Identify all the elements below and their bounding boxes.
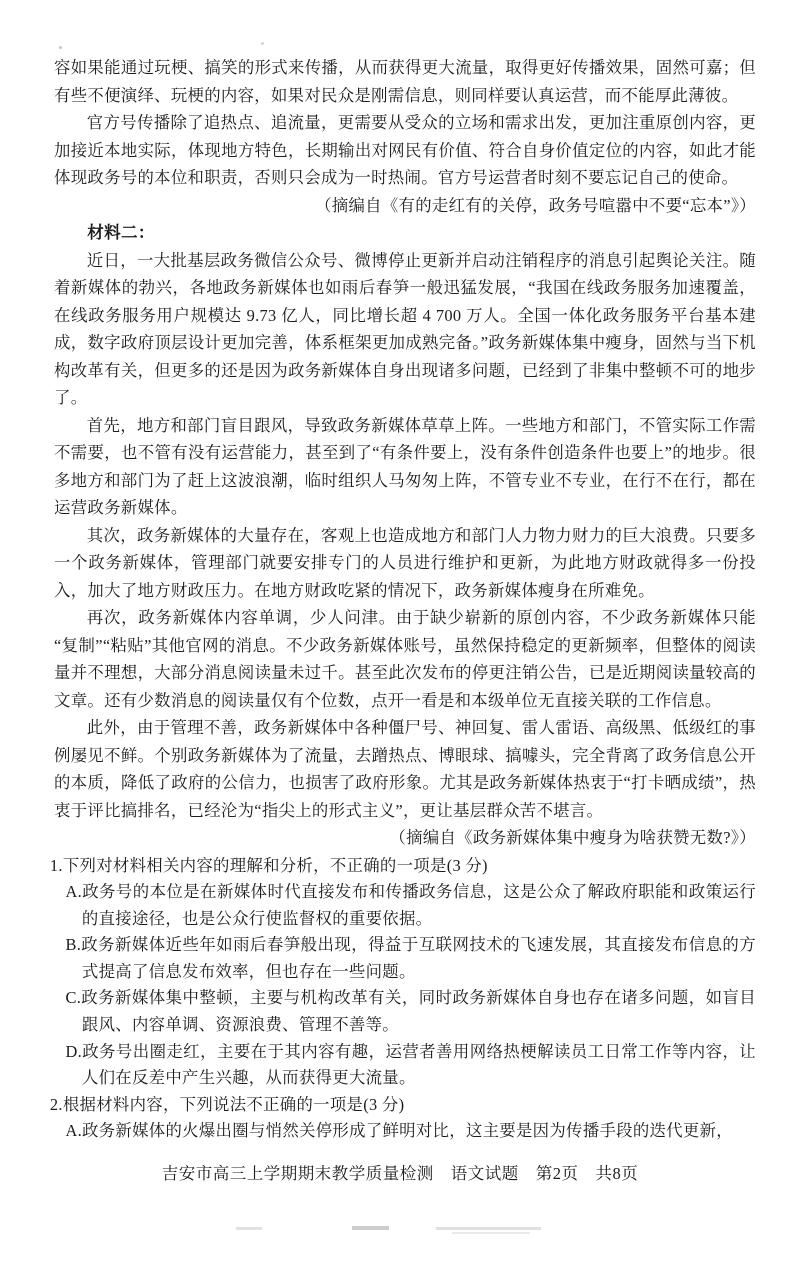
option-label: C. — [65, 988, 82, 1008]
option-label: A. — [65, 882, 83, 902]
scan-speck-artifact — [59, 46, 62, 49]
question-1-option-b — [54, 932, 756, 985]
question-2-option-a — [54, 1118, 756, 1145]
page-content — [49, 54, 756, 1145]
scan-smudge-artifact — [436, 1227, 541, 1230]
scan-smudge-artifact — [452, 1232, 530, 1234]
option-label: A. — [65, 1121, 83, 1141]
material-2-paragraph: 再次，政务新媒体内容单调，少人问津。由于缺少崭新的原创内容，不少政务新媒体只能“复制”“粘贴”其他官网的消息。不少政务新媒体账号，虽然保持稳定的更新频率，但整体的阅读量并不理想，大部分消息阅读量未过千。甚至此次发布的停更注销公告，已是近期阅读量较高的文章。还有少数消息的阅读量仅有个位数，点开一看是和本级单位无直接关联的工作信息。 — [54, 608, 756, 710]
material-2-paragraph: 首先，地方和部门盲目跟风，导致政务新媒体草草上阵。一些地方和部门，不管实际工作需不需要，也不管有没有运营能力，甚至到了“有条件要上，没有条件创造条件也要上”的地步。很多地方和部门为了赶上这波浪潮，临时组织人马匆匆上阵，不管专业不专业，在行不在行，都在运营政务新媒体。 — [54, 415, 756, 517]
question-1-option-c — [54, 985, 756, 1038]
scan-speck-artifact — [261, 42, 264, 45]
scan-smudge-artifact — [236, 1227, 262, 1230]
body-paragraph-official-account: 官方号传播除了追热点、追流量，更需要从受众的立场和需求出发，更加注重原创内容，更加接近本地实际，体现地方特色，长期输出对网民有价值、符合自身价值定位的内容，如此才能体现政务号的本位和职责，否则只会成为一时热闹。官方号运营者时刻不要忘记自己的使命。 — [54, 113, 756, 187]
page-footer: 吉安市高三上学期期末教学质量检测 语文试题 第2页 共8页 — [161, 1164, 639, 1183]
question-2-stem — [49, 1092, 756, 1119]
question-1-option-d — [54, 1039, 756, 1092]
questions-section — [49, 853, 756, 1146]
option-text: 政务新媒体集中整顿，主要与机构改革有关，同时政务新媒体自身也存在诸多问题，如盲目跟风、内容单调、资源浪费、管理不善等。 — [81, 988, 756, 1035]
question-2-number: 2. — [49, 1094, 63, 1114]
question-1-option-a — [54, 879, 756, 932]
option-label: D. — [65, 1041, 83, 1061]
source-attribution-material-1: （摘编自《有的走红有的关停，政务号喧嚣中不要“忘本”》） — [315, 195, 756, 215]
question-1-stem-text: 下列对材料相关内容的理解和分析，不正确的一项是(3 分) — [62, 855, 488, 875]
question-1-stem — [49, 853, 756, 880]
source-attribution-material-2: （摘编自《政务新媒体集中瘦身为啥获赞无数?》） — [389, 828, 756, 847]
option-text: 政务号的本位是在新媒体时代直接发布和传播政务信息，这是公众了解政府职能和政策运行的直接途径，也是公众行使监督权的重要依据。 — [81, 882, 756, 928]
material-2-paragraph: 其次，政务新媒体的大量存在，客观上也造成地方和部门人力物力财力的巨大浪费。只要多一个政务新媒体，管理部门就要安排专门的人员进行维护和更新，为此地方财政就得多一份投入，加大了地方财政压力。在地方财政吃紧的情况下，政务新媒体瘦身在所难免。 — [54, 525, 756, 600]
option-text: 政务新媒体的火爆出圈与悄然关停形成了鲜明对比，这主要是因为传播手段的迭代更新， — [82, 1121, 733, 1141]
material-2-paragraph: 近日，一大批基层政务微信公众号、微博停止更新并启动注销程序的消息引起舆论关注。随着新媒体的勃兴，各地政务新媒体也如雨后春笋一般迅猛发展，“我国在线政务服务加速覆盖，在线政务服务用户规模达 9.73 亿人，同比增长超 4 700 万人。全国一体化政务服务平台基本建成，数字政府顶层设计更加完善，体系框架更加成熟完备。”政务新媒体集中瘦身，固然与当下机构改革有关，但更多的还是因为政务新媒体自身出现诸多问题，已经到了非集中整顿不可的地步了。 — [54, 250, 756, 407]
option-text: 政务新媒体近些年如雨后春笋般出现，得益于互联网技术的飞速发展，其直接发布信息的方式提高了信息发布效率，但也存在一些问题。 — [81, 935, 756, 981]
question-1-number: 1. — [49, 855, 63, 875]
question-2 — [49, 1092, 756, 1145]
question-1 — [49, 853, 756, 1092]
material-2-heading: 材料二： — [87, 223, 155, 242]
scan-smudge-artifact — [352, 1226, 389, 1230]
option-text: 政务号出圈走红，主要在于其内容有趣，运营者善用网络热梗解读员工日常工作等内容，让人们在反差中产生兴趣，从而获得更大流量。 — [81, 1041, 756, 1088]
question-2-stem-text: 根据材料内容，下列说法不正确的一项是(3 分) — [62, 1094, 405, 1114]
material-2-paragraph: 此外，由于管理不善，政务新媒体中各种僵尸号、神回复、雷人雷语、高级黑、低级红的事例屡见不鲜。个别政务新媒体为了流量，去蹭热点、博眼球、搞噱头，完全背离了政务信息公开的本质，降低了政府的公信力，也损害了政府形象。尤其是政务新媒体热衷于“打卡晒成绩”，热衷于评比搞排名，已经沦为“指尖上的形式主义”，更让基层群众苦不堪言。 — [54, 718, 756, 820]
body-paragraph-continuation: 容如果能通过玩梗、搞笑的形式来传播，从而获得更大流量，取得更好传播效果，固然可嘉；但有些不便演绎、玩梗的内容，如果对民众是刚需信息，则同样要认真运营，而不能厚此薄彼。 — [54, 58, 756, 105]
option-label: B. — [65, 935, 82, 955]
